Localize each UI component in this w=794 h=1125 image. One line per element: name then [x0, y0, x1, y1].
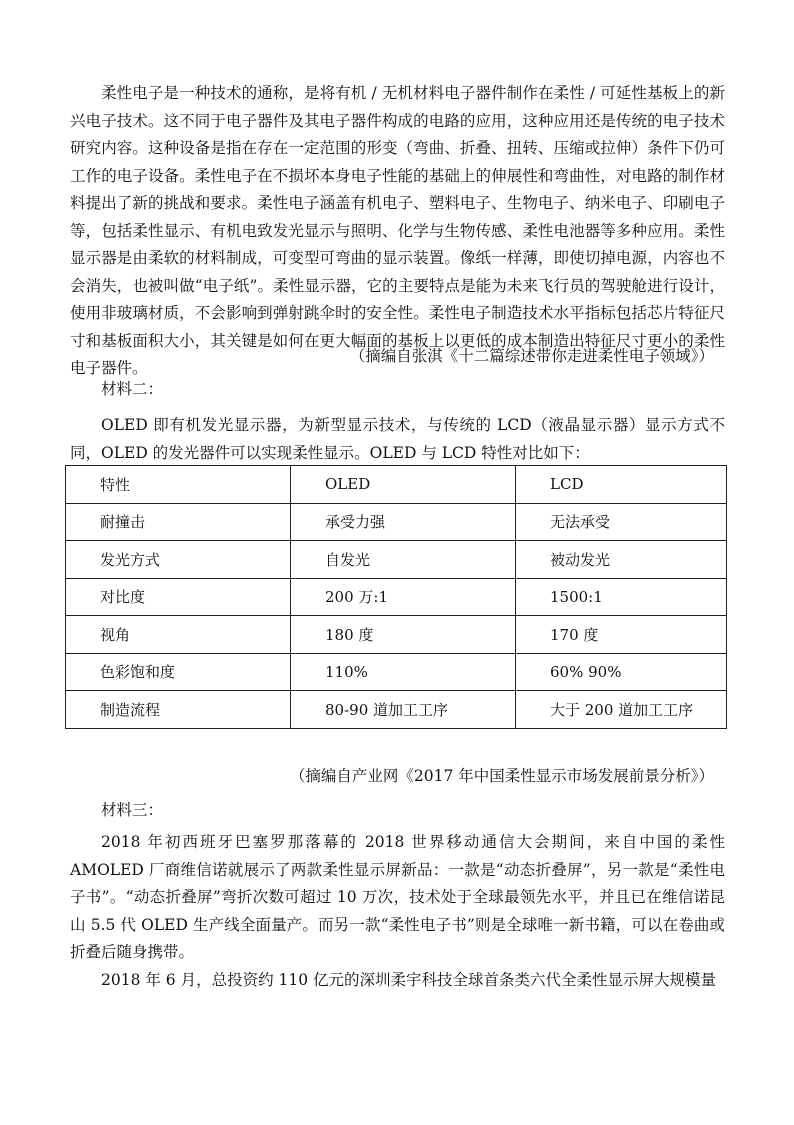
material2-heading: 材料二： — [101, 380, 164, 398]
header-cell: OLED — [291, 466, 516, 504]
table-cell: 大于 200 道加工工序 — [516, 691, 727, 729]
table-cell: 180 度 — [291, 616, 516, 654]
header-cell: LCD — [516, 466, 727, 504]
table-row — [66, 578, 727, 616]
table-cell: 1500:1 — [516, 578, 727, 616]
table-header-row — [66, 466, 727, 504]
table-cell: 对比度 — [66, 578, 291, 616]
table-cell: 视角 — [66, 616, 291, 654]
material2-intro — [70, 412, 725, 467]
table-cell: 200 万:1 — [291, 578, 516, 616]
table-cell: 无法承受 — [516, 503, 727, 541]
material1-source: （摘编自张淇《十二篇综述带你走进柔性电子领域》） — [349, 347, 714, 365]
material3-body — [70, 829, 725, 994]
table-cell: 80-90 道加工工序 — [291, 691, 516, 729]
table-cell: 承受力强 — [291, 503, 516, 541]
table-row — [66, 616, 727, 654]
table-cell: 被动发光 — [516, 541, 727, 579]
table-row — [66, 653, 727, 691]
table-row — [66, 503, 727, 541]
material1-body — [70, 80, 725, 383]
table-cell: 自发光 — [291, 541, 516, 579]
material3-paragraph-1: 2018 年初西班牙巴塞罗那落幕的 2018 世界移动通信大会期间，来自中国的柔性 AMOLED 厂商维信诺就展示了两款柔性显示屏新品：一款是“动态折叠屏”，另一款是“柔性电子书”。“动态折叠屏”弯折次数可超过 10 万次，技术处于全球最领先水平，并且已在维信诺昆山 5.5 代 OLED 生产线全面量产。而另一款“柔性电子书”则是全球唯一新书籍，可以在卷曲或折叠后随身携带。 — [70, 833, 725, 961]
table-cell: 发光方式 — [66, 541, 291, 579]
material1-paragraph: 柔性电子是一种技术的通称，是将有机 / 无机材料电子器件制作在柔性 / 可延性基板上的新兴电子技术。这不同于电子器件及其电子器件构成的电路的应用，这种应用还是传统的电子技术研究内容。这种设备是指在存在一定范围的形变（弯曲、折叠、扭转、压缩或拉伸）条件下仍可工作的电子设备。柔性电子在不损坏本身电子性能的基础上的伸展性和弯曲性，对电路的制作材料提出了新的挑战和要求。柔性电子涵盖有机电子、塑料电子、生物电子、纳米电子、印刷电子等，包括柔性显示、有机电致发光显示与照明、化学与生物传感、柔性电池器等多种应用。柔性显示器是由柔软的材料制成，可变型可弯曲的显示装置。像纸一样薄，即使切掉电源，内容也不会消失，也被叫做“电子纸”。柔性显示器，它的主要特点是能为未来飞行员的驾驶舱进行设计，使用非玻璃材质，不会影响到弹射跳伞时的安全性。柔性电子制造技术水平指标包括芯片特征尺寸和基板面积大小，其关键是如何在更大幅面的基板上以更低的成本制造出特征尺寸更小的柔性电子器件。 — [70, 84, 725, 377]
table-cell: 制造流程 — [66, 691, 291, 729]
material3-paragraph-2: 2018 年 6 月，总投资约 110 亿元的深圳柔宇科技全球首条类六代全柔性显示屏大规模量 — [101, 970, 717, 989]
oled-lcd-comparison-table — [65, 465, 727, 729]
table-cell: 170 度 — [516, 616, 727, 654]
material3-heading: 材料三： — [101, 801, 164, 819]
table-row — [66, 691, 727, 729]
table-row — [66, 541, 727, 579]
material2-intro-text: OLED 即有机发光显示器，为新型显示技术，与传统的 LCD（液晶显示器）显示方式不同，OLED 的发光器件可以实现柔性显示。OLED 与 LCD 特性对比如下： — [70, 416, 725, 462]
table-cell: 110% — [291, 653, 516, 691]
table-cell: 60% 90% — [516, 653, 727, 691]
table-cell: 耐撞击 — [66, 503, 291, 541]
table-cell: 色彩饱和度 — [66, 653, 291, 691]
material2-source: （摘编自产业网《2017 年中国柔性显示市场发展前景分析》） — [289, 767, 714, 785]
header-cell: 特性 — [66, 466, 291, 504]
